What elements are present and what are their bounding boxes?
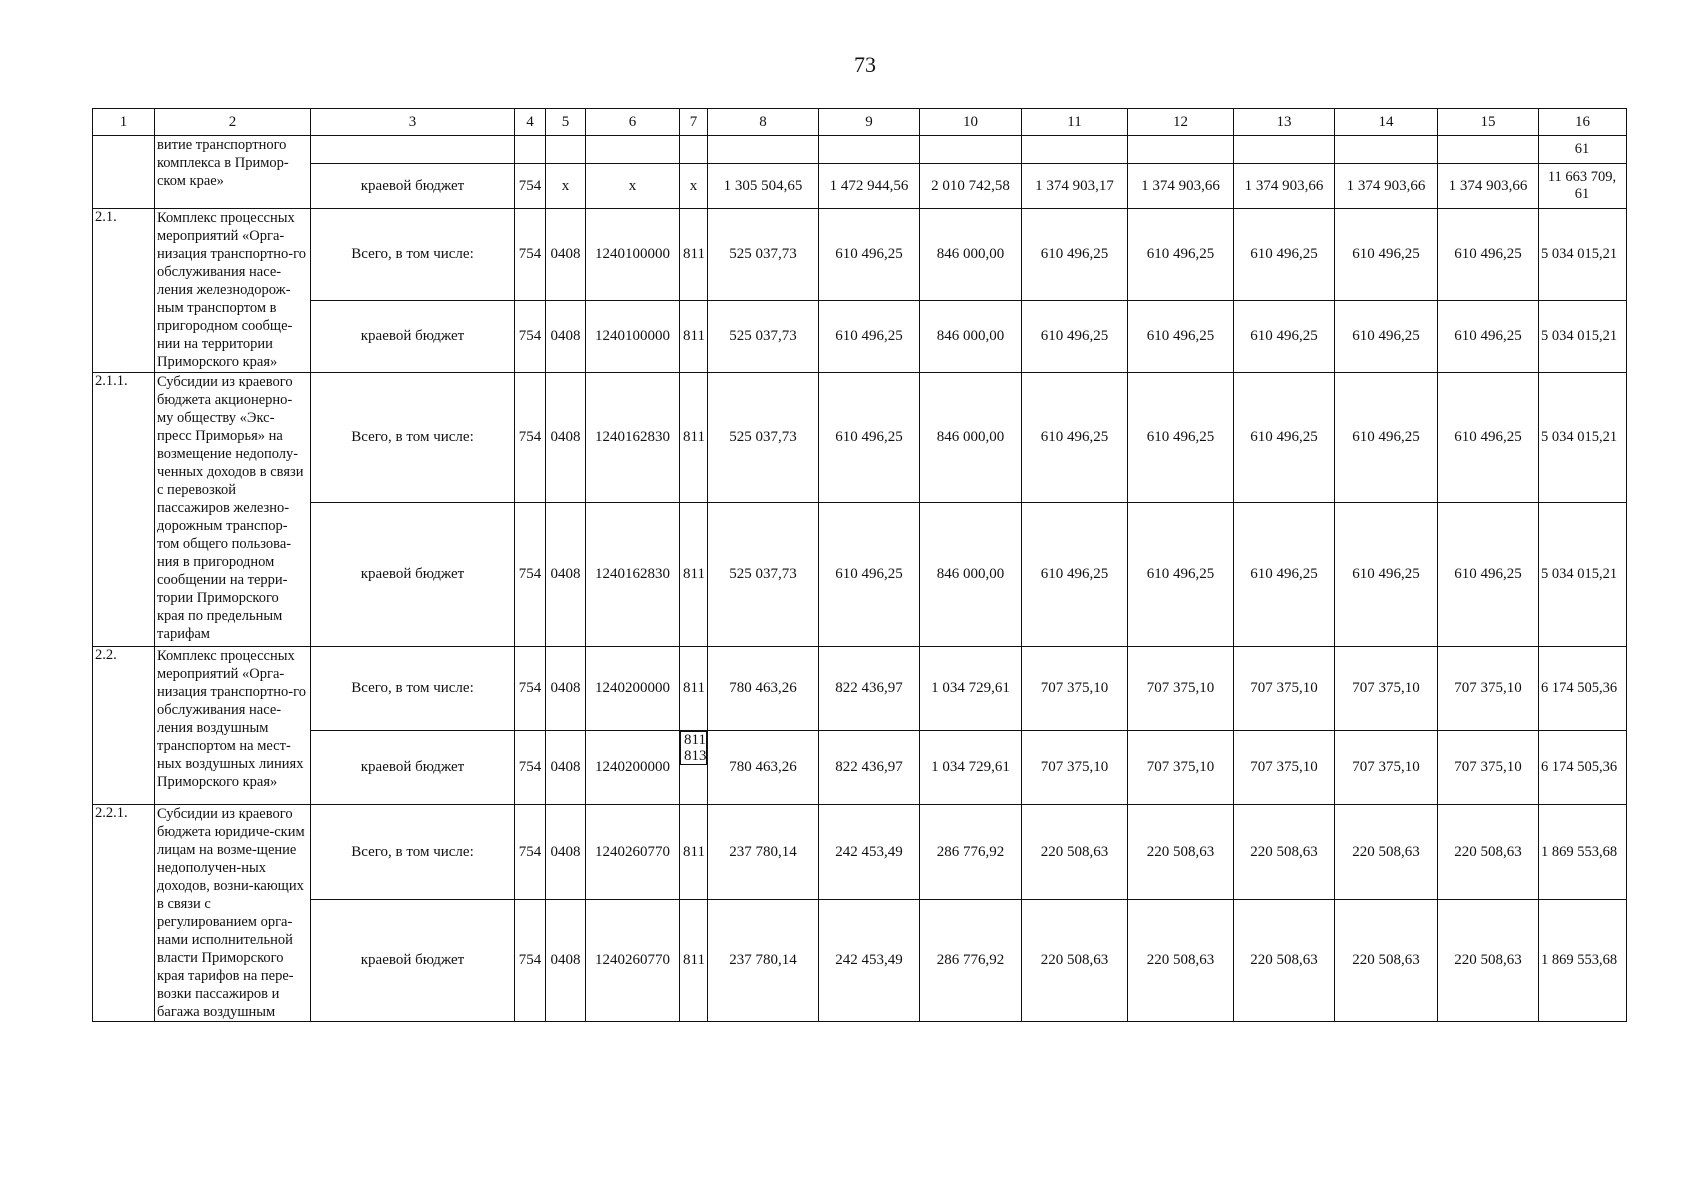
total-amount: 5 034 015,21 <box>1539 503 1627 647</box>
expense-type-code: 811 <box>680 805 708 900</box>
year-amount: 707 375,10 <box>1128 647 1234 731</box>
year-amount: 1 374 903,66 <box>1234 164 1335 209</box>
year-amount: 1 374 903,66 <box>1438 164 1539 209</box>
item-number <box>93 136 155 209</box>
year-amount: 220 508,63 <box>1234 805 1335 900</box>
table-row <box>93 164 1627 209</box>
year-amount: 707 375,10 <box>1022 731 1128 805</box>
funding-source: Всего, в том числе: <box>311 209 515 301</box>
year-amount: 707 375,10 <box>1438 731 1539 805</box>
table-row <box>93 900 1627 1022</box>
target-article-code: 1240162830 <box>586 503 680 647</box>
year-amount: 610 496,25 <box>1022 301 1128 373</box>
total-amount: 6 174 505,36 <box>1539 731 1627 805</box>
year-amount: 286 776,92 <box>920 900 1022 1022</box>
total-amount: 5 034 015,21 <box>1539 301 1627 373</box>
year-amount: 2 010 742,58 <box>920 164 1022 209</box>
column-header-9: 9 <box>819 109 920 136</box>
expense-type-code: 811 813 <box>680 731 707 765</box>
section-code: 0408 <box>546 805 586 900</box>
year-amount: 846 000,00 <box>920 373 1022 503</box>
column-header-8: 8 <box>708 109 819 136</box>
column-header-16: 16 <box>1539 109 1627 136</box>
year-amount: 1 374 903,66 <box>1128 164 1234 209</box>
year-amount: 220 508,63 <box>1128 805 1234 900</box>
funding-source: краевой бюджет <box>311 164 515 209</box>
year-amount: 822 436,97 <box>819 731 920 805</box>
year-amount: 610 496,25 <box>819 503 920 647</box>
total-amount: 5 034 015,21 <box>1539 373 1627 503</box>
year-amount: 610 496,25 <box>1438 301 1539 373</box>
section-code: х <box>546 164 586 209</box>
item-name: Субсидии из краевого бюджета акционерно-му обществу «Экс-пресс Приморья» на возмещение недополу-ченных доходов в связи с перевозкой пассажиров железно-дорожным транспор-том общего пользова-ния в пригородном сообщении на терри-тории Приморского края по предельным тарифам <box>155 373 311 647</box>
target-article-code: 1240260770 <box>586 805 680 900</box>
year-amount <box>819 136 920 164</box>
admin-code: 754 <box>515 647 546 731</box>
column-header-15: 15 <box>1438 109 1539 136</box>
header-row <box>93 109 1627 136</box>
year-amount: 220 508,63 <box>1438 900 1539 1022</box>
total-amount: 6 174 505,36 <box>1539 647 1627 731</box>
target-article-code: 1240200000 <box>586 647 680 731</box>
year-amount <box>1022 136 1128 164</box>
year-amount: 237 780,14 <box>708 805 819 900</box>
year-amount: 220 508,63 <box>1234 900 1335 1022</box>
year-amount <box>1234 136 1335 164</box>
year-amount: 525 037,73 <box>708 301 819 373</box>
funding-source <box>311 136 515 164</box>
year-amount: 525 037,73 <box>708 373 819 503</box>
section-code: 0408 <box>546 209 586 301</box>
year-amount: 707 375,10 <box>1335 647 1438 731</box>
expense-type-code: х <box>680 164 708 209</box>
admin-code: 754 <box>515 805 546 900</box>
total-amount: 5 034 015,21 <box>1539 209 1627 301</box>
expense-type-code: 811 <box>680 647 708 731</box>
column-header-3: 3 <box>311 109 515 136</box>
admin-code: 754 <box>515 209 546 301</box>
budget-table <box>92 108 1627 1022</box>
year-amount: 242 453,49 <box>819 900 920 1022</box>
year-amount: 707 375,10 <box>1234 731 1335 805</box>
page-number: 73 <box>854 52 876 77</box>
year-amount: 1 305 504,65 <box>708 164 819 209</box>
year-amount: 220 508,63 <box>1128 900 1234 1022</box>
year-amount: 610 496,25 <box>819 373 920 503</box>
year-amount: 707 375,10 <box>1234 647 1335 731</box>
year-amount: 707 375,10 <box>1022 647 1128 731</box>
target-article-code: 1240100000 <box>586 301 680 373</box>
year-amount: 610 496,25 <box>1234 373 1335 503</box>
year-amount: 220 508,63 <box>1335 805 1438 900</box>
expense-type-code: 811 <box>680 900 708 1022</box>
admin-code: 754 <box>515 900 546 1022</box>
total-amount: 1 869 553,68 <box>1539 900 1627 1022</box>
year-amount <box>920 136 1022 164</box>
year-amount: 220 508,63 <box>1335 900 1438 1022</box>
total-amount: 11 663 709, 61 <box>1539 164 1627 209</box>
section-code: 0408 <box>546 731 586 805</box>
year-amount: 1 034 729,61 <box>920 647 1022 731</box>
year-amount: 610 496,25 <box>1438 503 1539 647</box>
section-code: 0408 <box>546 301 586 373</box>
target-article-code: 1240162830 <box>586 373 680 503</box>
column-header-4: 4 <box>515 109 546 136</box>
year-amount: 1 374 903,66 <box>1335 164 1438 209</box>
year-amount: 610 496,25 <box>1128 503 1234 647</box>
expense-type-code: 811 <box>680 503 708 647</box>
column-header-11: 11 <box>1022 109 1128 136</box>
year-amount: 1 374 903,17 <box>1022 164 1128 209</box>
year-amount: 220 508,63 <box>1022 805 1128 900</box>
year-amount: 610 496,25 <box>1022 503 1128 647</box>
funding-source: краевой бюджет <box>311 900 515 1022</box>
table-row <box>93 301 1627 373</box>
table-row <box>93 373 1627 503</box>
year-amount: 610 496,25 <box>1438 209 1539 301</box>
funding-source: краевой бюджет <box>311 503 515 647</box>
year-amount: 610 496,25 <box>1128 209 1234 301</box>
year-amount: 780 463,26 <box>708 647 819 731</box>
expense-type-code: 811 <box>680 373 708 503</box>
table-row <box>93 136 1627 164</box>
expense-type-code: 811 <box>680 209 708 301</box>
year-amount: 237 780,14 <box>708 900 819 1022</box>
column-header-6: 6 <box>586 109 680 136</box>
table-row <box>93 731 1627 805</box>
item-number: 2.1. <box>93 209 155 373</box>
year-amount <box>1335 136 1438 164</box>
item-name: Комплекс процессных мероприятий «Орга-низация транспортно-го обслуживания насе-ления железнодорож-ным транспортом в пригородном сообще-нии на территории Приморского края» <box>155 209 311 373</box>
item-number: 2.2. <box>93 647 155 805</box>
year-amount: 610 496,25 <box>1128 373 1234 503</box>
section-code: 0408 <box>546 647 586 731</box>
admin-code: 754 <box>515 164 546 209</box>
total-amount: 61 <box>1539 136 1627 164</box>
admin-code: 754 <box>515 731 546 805</box>
year-amount: 610 496,25 <box>819 209 920 301</box>
section-code: 0408 <box>546 373 586 503</box>
year-amount: 610 496,25 <box>819 301 920 373</box>
year-amount <box>1128 136 1234 164</box>
admin-code <box>515 136 546 164</box>
year-amount: 846 000,00 <box>920 209 1022 301</box>
year-amount: 1 034 729,61 <box>920 731 1022 805</box>
year-amount: 220 508,63 <box>1022 900 1128 1022</box>
column-header-13: 13 <box>1234 109 1335 136</box>
admin-code: 754 <box>515 301 546 373</box>
column-header-12: 12 <box>1128 109 1234 136</box>
year-amount: 610 496,25 <box>1335 209 1438 301</box>
year-amount: 610 496,25 <box>1335 301 1438 373</box>
admin-code: 754 <box>515 503 546 647</box>
total-amount: 1 869 553,68 <box>1539 805 1627 900</box>
year-amount: 610 496,25 <box>1438 373 1539 503</box>
year-amount: 707 375,10 <box>1335 731 1438 805</box>
year-amount: 242 453,49 <box>819 805 920 900</box>
funding-source: Всего, в том числе: <box>311 805 515 900</box>
funding-source: краевой бюджет <box>311 301 515 373</box>
year-amount: 1 472 944,56 <box>819 164 920 209</box>
column-header-1: 1 <box>93 109 155 136</box>
item-name: Субсидии из краевого бюджета юридиче-ским лицам на возме-щение недополучен-ных доходов, возни-кающих в связи с регулированием орга-нами исполнительной власти Приморского края тарифов на пере-возки пассажиров и багажа воздушным <box>155 805 311 1022</box>
table-row <box>93 503 1627 647</box>
year-amount <box>708 136 819 164</box>
column-header-2: 2 <box>155 109 311 136</box>
year-amount: 610 496,25 <box>1022 209 1128 301</box>
target-article-code: 1240100000 <box>586 209 680 301</box>
year-amount: 846 000,00 <box>920 301 1022 373</box>
year-amount: 610 496,25 <box>1335 373 1438 503</box>
year-amount: 610 496,25 <box>1234 209 1335 301</box>
year-amount: 707 375,10 <box>1438 647 1539 731</box>
column-header-10: 10 <box>920 109 1022 136</box>
item-number: 2.1.1. <box>93 373 155 647</box>
section-code: 0408 <box>546 503 586 647</box>
year-amount: 707 375,10 <box>1128 731 1234 805</box>
section-code: 0408 <box>546 900 586 1022</box>
target-article-code: 1240200000 <box>586 731 680 805</box>
year-amount: 610 496,25 <box>1022 373 1128 503</box>
target-article-code: 1240260770 <box>586 900 680 1022</box>
item-number: 2.2.1. <box>93 805 155 1022</box>
year-amount: 525 037,73 <box>708 503 819 647</box>
funding-source: краевой бюджет <box>311 731 515 805</box>
funding-source: Всего, в том числе: <box>311 373 515 503</box>
table-row <box>93 805 1627 900</box>
column-header-5: 5 <box>546 109 586 136</box>
year-amount: 610 496,25 <box>1128 301 1234 373</box>
year-amount: 610 496,25 <box>1234 301 1335 373</box>
table-row <box>93 647 1627 731</box>
year-amount: 846 000,00 <box>920 503 1022 647</box>
year-amount: 780 463,26 <box>708 731 819 805</box>
item-name: Комплекс процессных мероприятий «Орга-низация транспортно-го обслуживания насе-ления воздушным транспортом на мест-ных воздушных линиях Приморского края» <box>155 647 311 805</box>
table-row <box>93 209 1627 301</box>
column-header-14: 14 <box>1335 109 1438 136</box>
year-amount: 610 496,25 <box>1234 503 1335 647</box>
expense-type-code <box>680 136 708 164</box>
section-code <box>546 136 586 164</box>
year-amount: 610 496,25 <box>1335 503 1438 647</box>
year-amount: 525 037,73 <box>708 209 819 301</box>
year-amount: 822 436,97 <box>819 647 920 731</box>
item-name: витие транспортного комплекса в Примор-ском крае» <box>155 136 311 209</box>
year-amount: 286 776,92 <box>920 805 1022 900</box>
admin-code: 754 <box>515 373 546 503</box>
year-amount: 220 508,63 <box>1438 805 1539 900</box>
target-article-code: х <box>586 164 680 209</box>
target-article-code <box>586 136 680 164</box>
year-amount <box>1438 136 1539 164</box>
column-header-7: 7 <box>680 109 708 136</box>
expense-type-code: 811 <box>680 301 708 373</box>
funding-source: Всего, в том числе: <box>311 647 515 731</box>
